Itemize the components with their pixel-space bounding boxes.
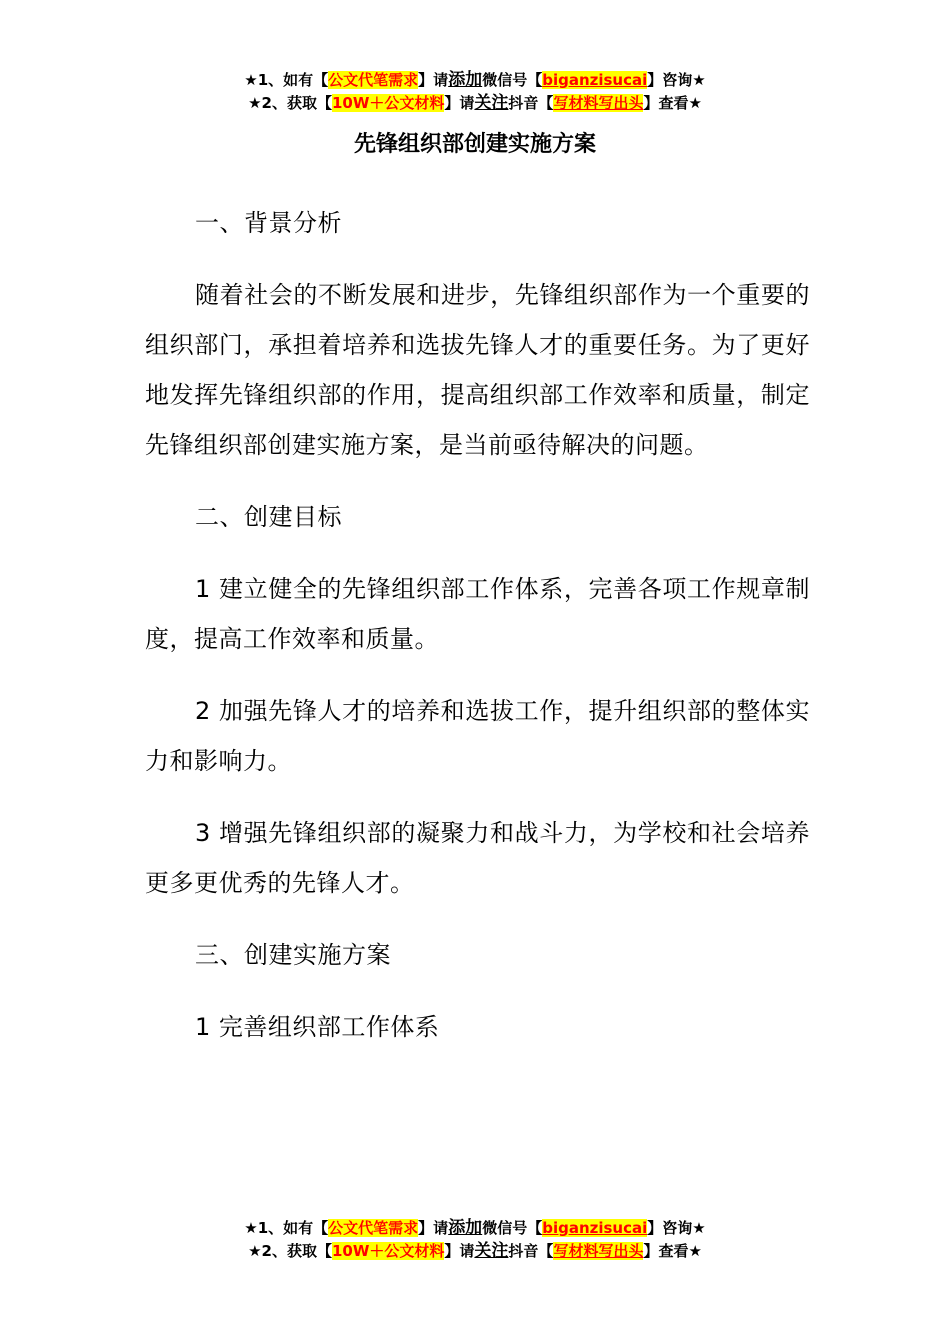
- paragraph: 随着社会的不断发展和进步，先锋组织部作为一个重要的组织部门，承担着培养和选拔先锋人才的重要任务。为了更好地发挥先锋组织部的作用，提高组织部工作效率和质量，制定先锋组织部创建实施方案，是当前亟待解决的问题。: [145, 281, 810, 459]
- banner-text: 】查看★: [643, 1242, 702, 1260]
- banner-douyin-id: 写材料写出头: [553, 1242, 644, 1260]
- banner-text: 】请: [418, 71, 449, 89]
- banner-text: 】请: [444, 94, 475, 112]
- list-item: 1 建立健全的先锋组织部工作体系，完善各项工作规章制度，提高工作效率和质量。: [145, 575, 810, 653]
- banner-text: 微信号【: [482, 71, 543, 89]
- banner-text: 】咨询★: [647, 71, 706, 89]
- banner-text: 】咨询★: [647, 1219, 706, 1237]
- footer-banner: [0, 1217, 950, 1263]
- banner-line-1: [0, 1217, 950, 1240]
- banner-text: 抖音【: [508, 1242, 554, 1260]
- document-body: [145, 198, 810, 1074]
- banner-text: ★1、如有【: [244, 1219, 329, 1237]
- banner-line-1: [0, 69, 950, 92]
- section-heading: 三、创建实施方案: [195, 941, 391, 969]
- banner-text: 】查看★: [643, 94, 702, 112]
- banner-text: 】请: [418, 1219, 449, 1237]
- banner-highlight: 10W＋公文材料: [331, 94, 445, 112]
- banner-line-2: [0, 1240, 950, 1263]
- banner-text: 】请: [444, 1242, 475, 1260]
- banner-wechat-id: biganzisucai: [542, 1219, 648, 1237]
- banner-wechat-id: biganzisucai: [542, 71, 648, 89]
- banner-douyin-id: 写材料写出头: [553, 94, 644, 112]
- banner-text: ★1、如有【: [244, 71, 329, 89]
- banner-emphasis: 添加: [448, 70, 483, 90]
- banner-highlight: 公文代笔需求: [328, 1219, 419, 1237]
- document-title: 先锋组织部创建实施方案: [353, 132, 596, 157]
- banner-text: 抖音【: [508, 94, 554, 112]
- list-item: 1 完善组织部工作体系: [195, 1013, 440, 1041]
- banner-text: ★2、获取【: [248, 1242, 332, 1260]
- section-heading: 二、创建目标: [195, 503, 342, 531]
- list-item: 3 增强先锋组织部的凝聚力和战斗力，为学校和社会培养更多更优秀的先锋人才。: [145, 819, 810, 897]
- list-item: 2 加强先锋人才的培养和选拔工作，提升组织部的整体实力和影响力。: [145, 697, 810, 775]
- banner-text: ★2、获取【: [248, 94, 332, 112]
- banner-emphasis: 关注: [474, 93, 509, 113]
- banner-highlight: 公文代笔需求: [328, 71, 419, 89]
- header-banner: [0, 69, 950, 115]
- banner-emphasis: 关注: [474, 1241, 509, 1261]
- banner-line-2: [0, 92, 950, 115]
- banner-emphasis: 添加: [448, 1218, 483, 1238]
- section-heading: 一、背景分析: [195, 209, 342, 237]
- banner-highlight: 10W＋公文材料: [331, 1242, 445, 1260]
- banner-text: 微信号【: [482, 1219, 543, 1237]
